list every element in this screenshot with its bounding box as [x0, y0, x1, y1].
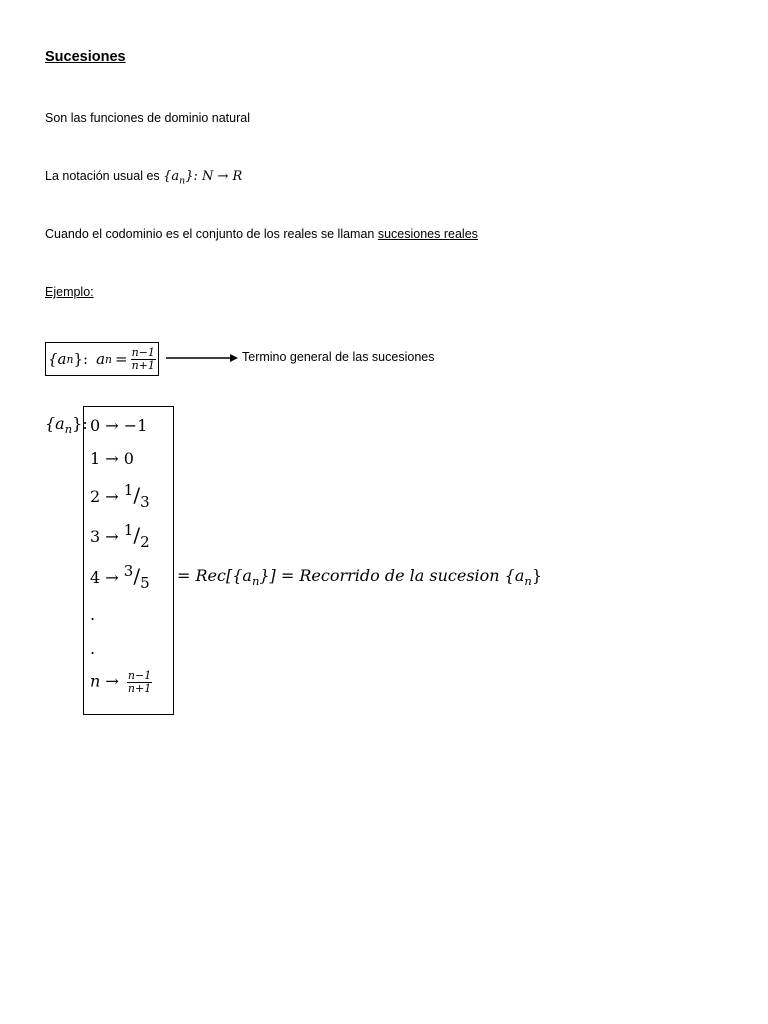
sequence-row-general: n → $\frac{n-1}{n+1}$: [90, 669, 152, 695]
notation-formula: $\{a_n\}$: N → R: [163, 169, 243, 187]
sequence-row: $4 \to ^3/_5$: [90, 562, 150, 592]
definition-text: Son las funciones de dominio natural: [45, 111, 250, 125]
codomain-text: Cuando el codominio es el conjunto de los reales se llaman: [45, 227, 378, 241]
sequence-row: 0 → −1: [90, 416, 148, 435]
range-definition: = $Rec[\{a_n\}]$ = Recorrido de la sucesion $\{a_n\}$: [177, 566, 543, 589]
sequence-row: 1 → 0: [90, 449, 134, 468]
ellipsis-dot: .: [90, 639, 96, 658]
example-label: Ejemplo:: [45, 285, 94, 299]
sequence-set-label: $\{a_n\}$:: [45, 414, 88, 437]
general-term-formula: {a n }: a n = $\frac{n-1}{n+1}$: [45, 342, 159, 376]
arrow-right-icon: [166, 352, 238, 364]
sequence-row: $2 \to ^1/_3$: [90, 481, 150, 511]
ellipsis-dot: .: [90, 605, 96, 624]
sequence-values-box: [83, 406, 174, 715]
notation-prefix: La notación usual es: [45, 169, 164, 183]
page-title: Sucesiones: [45, 49, 126, 65]
sucesiones-reales-term: sucesiones reales: [377, 227, 478, 241]
general-term-fraction: $\frac{n-1}{n+1}$: [127, 669, 152, 695]
notation-line: [45, 169, 242, 186]
codomain-line: [45, 227, 478, 241]
general-term-label: Termino general de las sucesiones: [242, 350, 435, 364]
sequence-row: $3 \to ^1/_2$: [90, 521, 150, 551]
general-term-fraction: $\frac{n-1}{n+1}$: [131, 345, 155, 372]
